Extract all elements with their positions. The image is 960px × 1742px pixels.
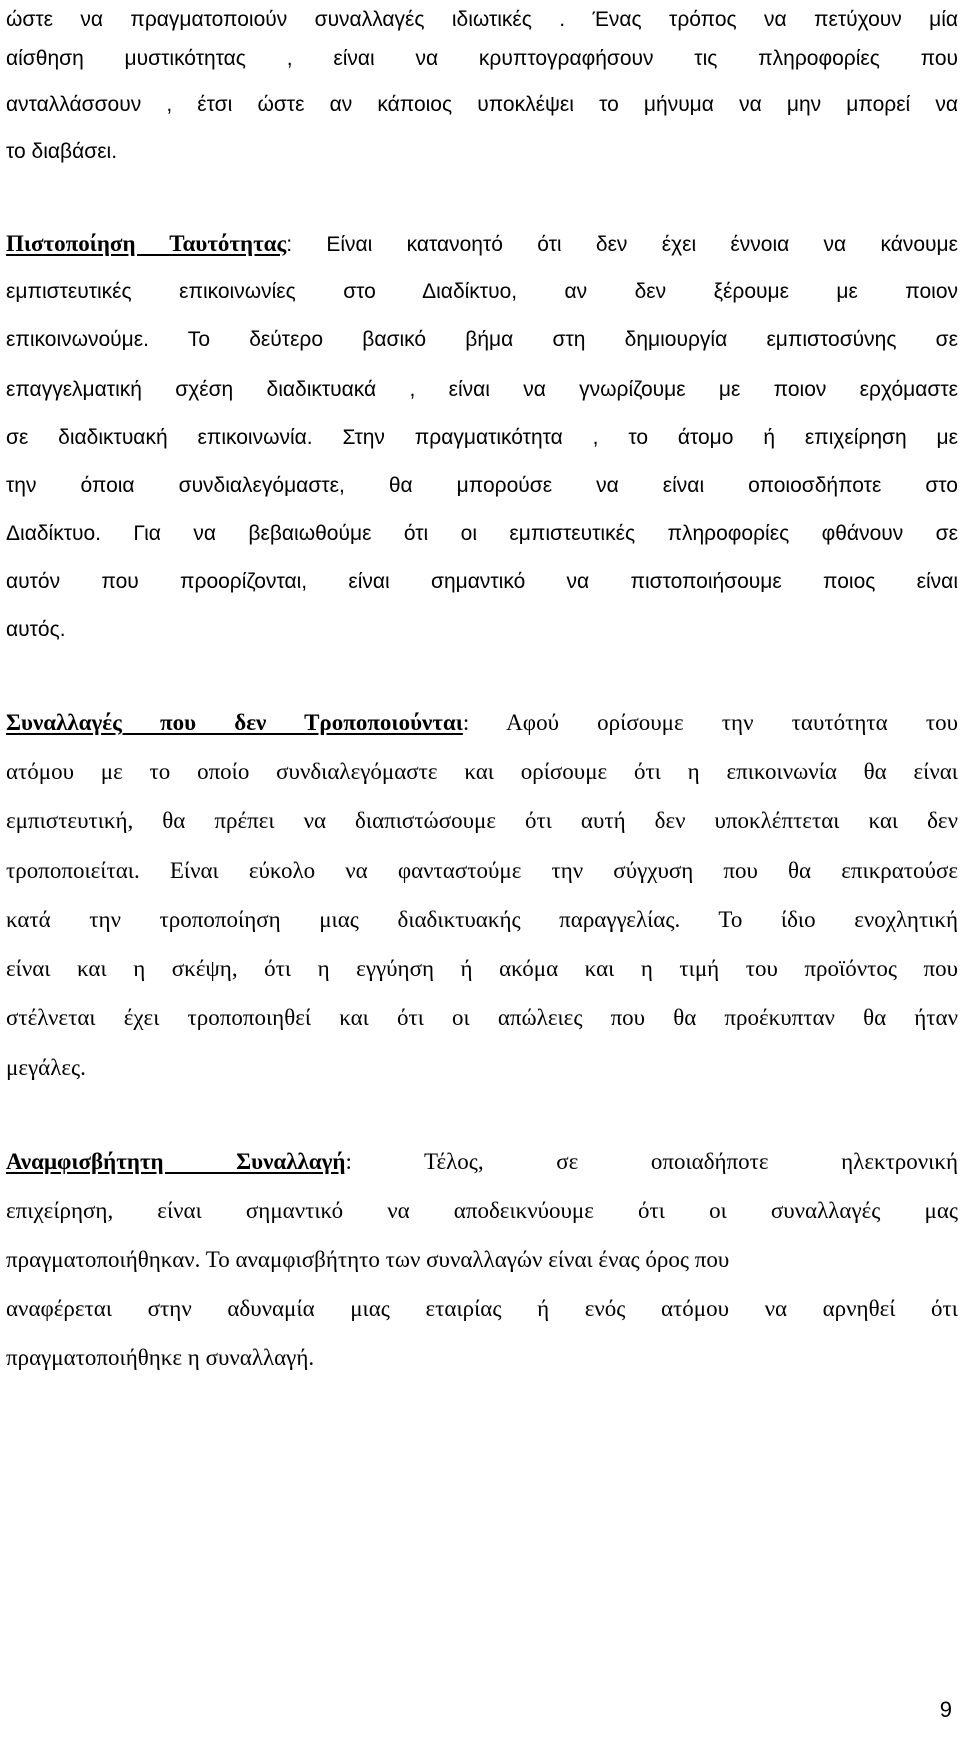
text-fragment: : Αφού ορίσουμε την ταυτότητα του: [462, 710, 958, 735]
text-line: κατά την τροποποίηση μιας διαδικτυακής παραγγελίας. Το ίδιο ενοχλητική: [6, 907, 958, 932]
text-line: το διαβάσει.: [6, 140, 118, 163]
text-line: είναι και η σκέψη, ότι η εγγύηση ή ακόμα και η τιμή του προϊόντος που: [6, 956, 958, 981]
text-line: Διαδίκτυο. Για να βεβαιωθούμε ότι οι εμπιστευτικές πληροφορίες φθάνουν σε: [6, 522, 958, 545]
text-fragment: : Είναι κατανοητό ότι δεν έχει έννοια να κάνουμε: [286, 233, 958, 256]
paragraph-first-line: [6, 705, 958, 741]
text-line: εμπιστευτική, θα πρέπει να διαπιστώσουμε ότι αυτή δεν υποκλέπτεται και δεν: [6, 808, 958, 833]
section-heading-unmodified: Συναλλαγές που δεν Τροποποιούνται: [6, 710, 463, 735]
paragraph-first-line: [6, 1144, 958, 1180]
text-fragment: : Τέλος, σε οποιαδήποτε ηλεκτρονική: [345, 1149, 958, 1174]
text-line: μεγάλες.: [6, 1055, 86, 1080]
text-line: πραγματοποιήθηκε η συναλλαγή.: [6, 1345, 315, 1370]
text-line: τροποποιείται. Είναι εύκολο να φανταστούμε την σύγχυση που θα επικρατούσε: [6, 858, 958, 883]
text-line: την όποια συνδιαλεγόμαστε, θα μπορούσε να είναι οποιοσδήποτε στο: [6, 474, 958, 497]
text-line: επιχείρηση, είναι σημαντικό να αποδεικνύουμε ότι οι συναλλαγές μας: [6, 1198, 958, 1223]
text-line: εμπιστευτικές επικοινωνίες στο Διαδίκτυο, αν δεν ξέρουμε με ποιον: [6, 280, 958, 303]
text-line: στέλνεται έχει τροποποιηθεί και ότι οι απώλειες που θα προέκυπταν θα ήταν: [6, 1005, 958, 1030]
paragraph-first-line: [6, 226, 958, 262]
text-line: επικοινωνούμε. Το δεύτερο βασικό βήμα στη δημιουργία εμπιστοσύνης σε: [6, 328, 958, 351]
text-line: αυτόν που προορίζονται, είναι σημαντικό να πιστοποιήσουμε ποιος είναι: [6, 570, 958, 593]
page-number: 9: [939, 1697, 952, 1722]
text-line: επαγγελματική σχέση διαδικτυακά , είναι να γνωρίζουμε με ποιον ερχόμαστε: [6, 378, 958, 401]
text-line: πραγματοποιήθηκαν. Το αναμφισβήτητο των συναλλαγών είναι ένας όρος που: [6, 1247, 730, 1272]
text-line: ανταλλάσσουν , έτσι ώστε αν κάποιος υποκλέψει το μήνυμα να μην μπορεί να: [6, 93, 958, 116]
text-line: σε διαδικτυακή επικοινωνία. Στην πραγματικότητα , το άτομο ή επιχείρηση με: [6, 426, 958, 449]
text-line: αίσθηση μυστικότητας , είναι να κρυπτογραφήσουν τις πληροφορίες που: [6, 47, 958, 70]
section-heading-authentication: Πιστοποίηση Ταυτότητας: [6, 231, 287, 256]
text-line: ατόμου με το οποίο συνδιαλεγόμαστε και ορίσουμε ότι η επικοινωνία θα είναι: [6, 759, 958, 784]
text-line: αναφέρεται στην αδυναμία μιας εταιρίας ή ενός ατόμου να αρνηθεί ότι: [6, 1296, 958, 1321]
text-line: αυτός.: [6, 618, 66, 641]
text-line: ώστε να πραγματοποιούν συναλλαγές ιδιωτικές . Ένας τρόπος να πετύχουν μία: [6, 8, 958, 31]
section-heading-nonrepudiation: Αναμφισβήτητη Συναλλαγή: [6, 1149, 346, 1174]
